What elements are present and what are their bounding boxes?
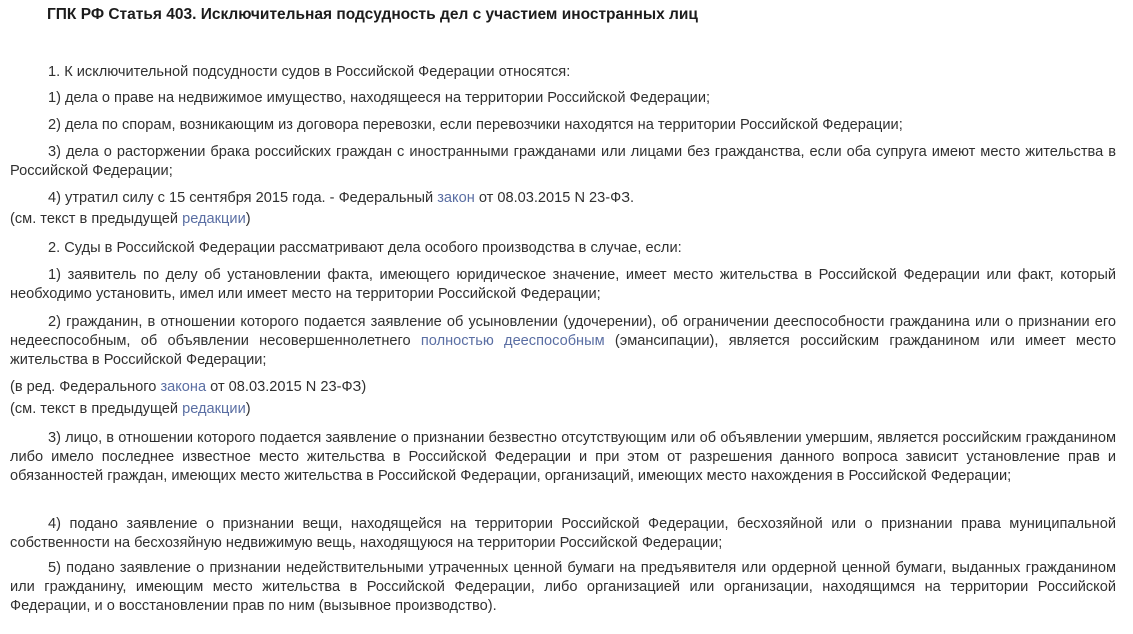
edition-link-2[interactable]: редакции <box>182 401 246 417</box>
paragraph-2-item-5: 5) подано заявление о признании недействительными утраченных ценной бумаги на предъявителя или ордерной ценной бумаги, выданных гражданином или гражданину, имеющим место жительства в Российской Федерации, либо организацией или организации, находящимся на территории Российской Федерации, и о восстановлении прав по ним (вызывное производство). <box>10 560 1116 614</box>
article-title: ГПК РФ Статья 403. Исключительная подсудность дел с участием иностранных лиц <box>47 6 698 23</box>
paragraph-2-item-2 <box>10 313 1116 370</box>
paragraph-2: 2. Суды в Российской Федерации рассматривают дела особого производства в случае, если: <box>48 240 682 256</box>
law-link[interactable]: закон <box>437 190 475 206</box>
paragraph-2-item-3: 3) лицо, в отношении которого подается заявление о признании безвестно отсутствующим или об объявлении умершим, является российским гражданином либо имело последнее известное место жительства в Российской Федерации и при этом от разрешения данного вопроса зависит установление прав и обязанностей граждан, имеющих место жительства в Российской Федерации, организаций, имеющих место нахождения в Российской Федерации; <box>10 430 1116 484</box>
item-2-text-after: (эмансипации), является российским гражданином или имеет место жительства в Российской Федерации; <box>10 333 1116 368</box>
fully-capable-link[interactable]: полностью дееспособным <box>420 333 605 349</box>
paragraph-2-item-4: 4) подано заявление о признании вещи, находящейся на территории Российской Федерации, бесхозяйной или о признании права муниципальной собственности на бесхозяйную недвижимую вещь, находящуюся на территории Российской Федерации; <box>10 516 1116 551</box>
paragraph-1-item-4 <box>10 189 1116 208</box>
previous-edition-note-2 <box>10 400 1116 419</box>
paragraph-1-item-2: 2) дела по спорам, возникающим из договора перевозки, если перевозчики находятся на территории Российской Федерации; <box>48 117 903 133</box>
note-2-text-after: ) <box>245 401 251 417</box>
item-2-text-before: 2) гражданин, в отношении которого подается заявление об усыновлении (удочерении), об ограничении дееспособности гражданина или о признании его недееспособным, об объявлении несовершеннолетнего <box>10 314 1116 349</box>
item-4-text-before: 4) утратил силу с 15 сентября 2015 года. - Федеральный <box>48 190 438 206</box>
edition-link-1[interactable]: редакции <box>182 211 246 227</box>
paragraph-2-item-1: 1) заявитель по делу об установлении факта, имеющего юридическое значение, имеет место жительства в Российской Федерации или факт, который необходимо установить, имел или имеет место на территории Российской Федерации; <box>10 267 1116 302</box>
note-2-text-before: (см. текст в предыдущей <box>10 401 183 417</box>
item-4-text-after: от 08.03.2015 N 23-ФЗ. <box>474 190 635 206</box>
law-link-2[interactable]: закона <box>160 379 207 395</box>
note-1-text-after: ) <box>245 211 251 227</box>
previous-edition-note-1 <box>10 210 1116 229</box>
paragraph-1: 1. К исключительной подсудности судов в Российской Федерации относятся: <box>48 64 571 80</box>
paragraph-1-item-3: 3) дела о расторжении брака российских граждан с иностранными гражданами или лицами без гражданства, если оба супруга имеют место жительства в Российской Федерации; <box>10 144 1116 179</box>
paragraph-1-item-1: 1) дела о праве на недвижимое имущество, находящееся на территории Российской Федерации; <box>48 90 711 106</box>
note-1-text-before: (см. текст в предыдущей <box>10 211 183 227</box>
amendment-text-after: от 08.03.2015 N 23-ФЗ) <box>206 379 367 395</box>
amendment-note <box>10 378 1116 397</box>
amendment-text-before: (в ред. Федерального <box>10 379 161 395</box>
